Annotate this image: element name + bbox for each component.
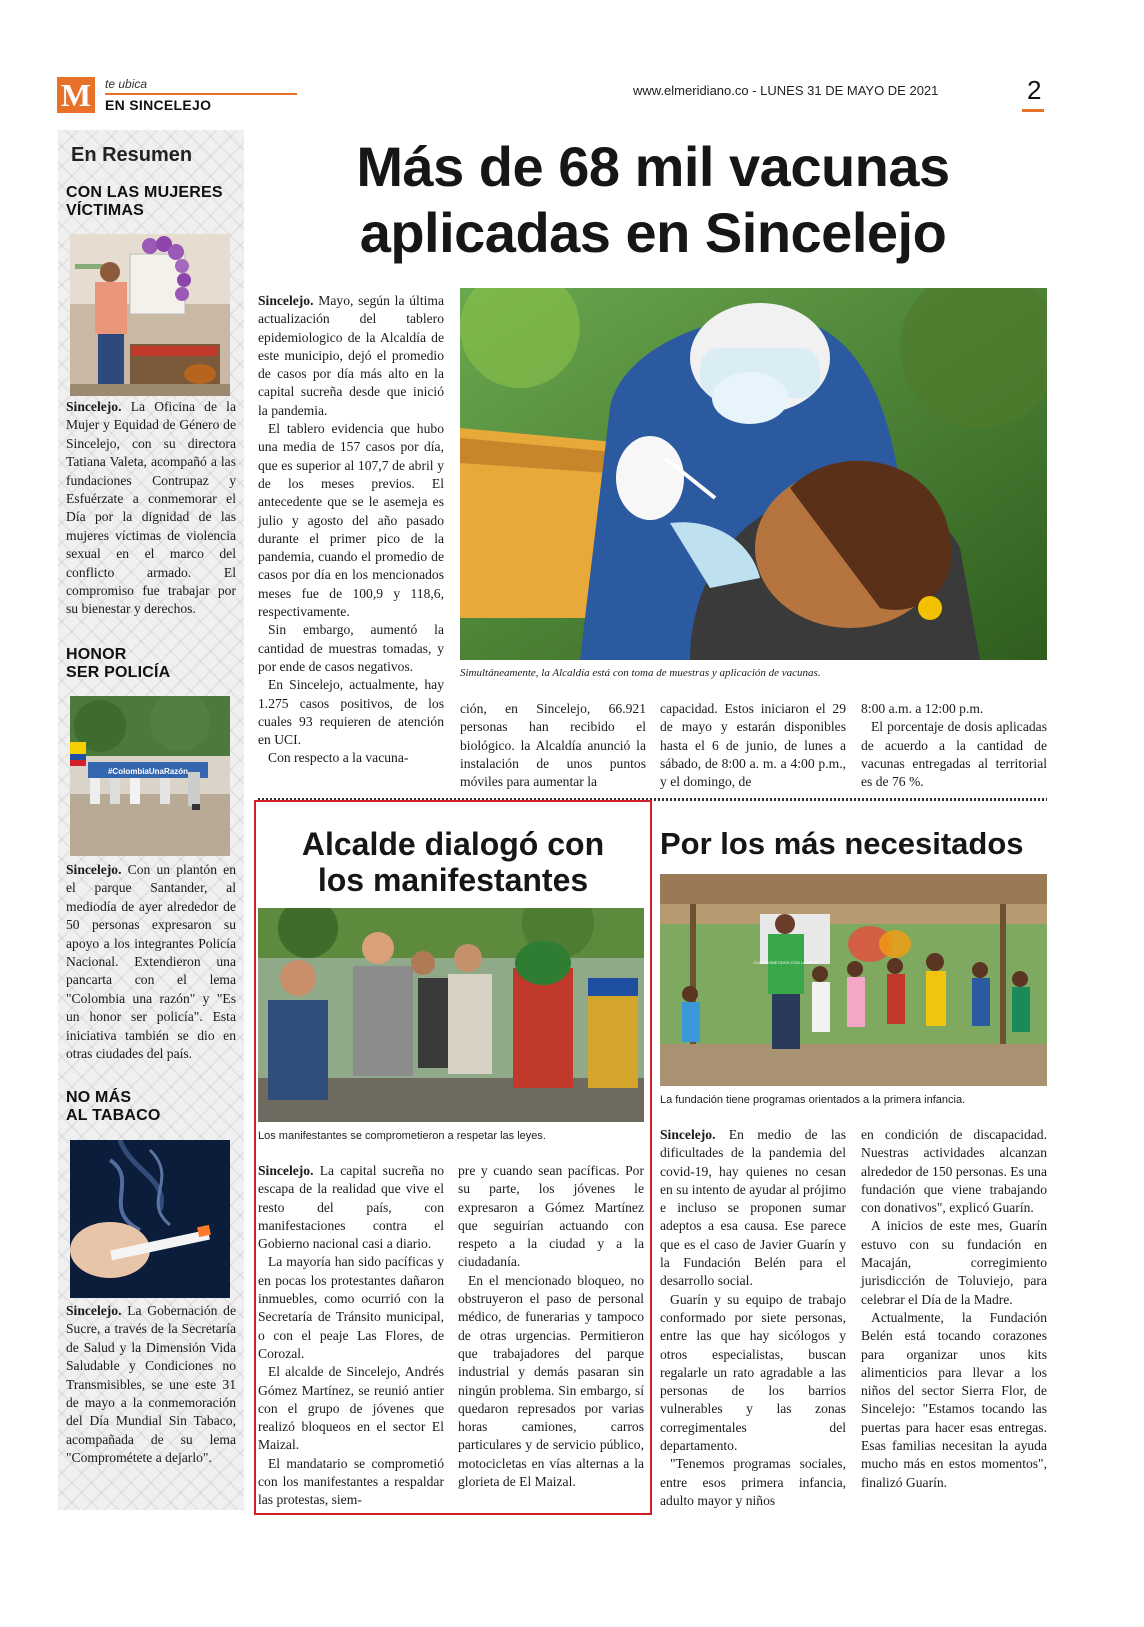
- mayor-story-col1: Sincelejo. La capital sucreña no escapa de la realidad que vive el resto del país, con manifestaciones contra el Gobierno nacional casi a diario. La mayoría han sido pacíficas y en pocas los protestantes dañaron inmuebles, como ocurrió con la Secretaría de Tránsito municipal, o con el peaje Las Flores, de Corozal. El alcalde de Sincelejo, Andrés Gómez Martínez, se reunió antier con el grupo de jóvenes que realizó bloqueos en el sector El Maizal. El mandatario se comprometió con los manifestantes a respaldar las protestas, siem-: [258, 1163, 444, 1508]
- sidebar-en-resumen: [58, 130, 244, 1510]
- sidebar-item-heading: CON LAS MUJERES VÍCTIMAS: [66, 184, 223, 219]
- sidebar-item-text: Sincelejo. La Oficina de la Mujer y Equidad de Género de Sincelejo, con su directora Tatiana Valeta, acompañó a las fundaciones Contrupaz y Esfuérzate a conmemorar el Día por la dignidad de las mujeres víctimas de violencia sexual en el marco del conflicto armado. El compromiso fue trabajar por su bienestar y derechos.: [66, 399, 236, 617]
- police-support-photo: [70, 696, 230, 856]
- main-photo-caption: Simultáneamente, la Alcaldía está con toma de muestras y aplicación de vacunas.: [460, 667, 821, 679]
- vaccination-photo: [460, 288, 1047, 660]
- foundation-photo: [660, 874, 1047, 1086]
- page-number-rule: [1022, 109, 1044, 112]
- section-name: EN SINCELEJO: [105, 97, 212, 113]
- section-kicker-rule: [105, 93, 297, 95]
- section-kicker: te ubica: [105, 77, 148, 91]
- mayor-story-col2: pre y cuando sean pacíficas. Por su parte, los jóvenes le expresaron a Gómez Martínez que seguirían actuando con respeto a la ciudad y a la ciudadanía. En el mencionado bloqueo, no obstruyeron el paso de personal médico, de funerarias y tampoco de otras urgencias. Permitieron que trabajadores del parque industrial y demás pasaran sin ningún problema. Sin embargo, sí quedaron represados por varias horas camiones, carros particulares y de servicio público, motocicletas en vías alternas a la glorieta de El Maizal.: [458, 1163, 644, 1490]
- svg-text:#ColombiaUnaRazón: #ColombiaUnaRazón: [107, 767, 189, 776]
- main-story-col1: Sincelejo. Mayo, según la última actualización del tablero epidemiologico de la Alcaldía de este municipio, dejó el promedio de casos por día más alto en la capital sucreña desde que inició la pandemia. El tablero evidencia que hubo una media de 157 casos por día, que es superior al 107,7 de abril y de los meses previos. El antecedente que se le asemeja es julio y agosto del año pasado durante el primer pico de la pandemia, cuando el promedio de casos por día en los mencionados meses fue de 100,9 y 118,6, respectivamente. Sin embargo, aumentó la cantidad de muestras tomadas, y por ende de casos negativos. En Sincelejo, actualmente, hay 1.275 casos positivos, de los cuales 93 requieren de atención en UCI. Con respecto a la vacuna-: [258, 293, 444, 766]
- cigarette-photo: [70, 1140, 230, 1298]
- foundation-photo-caption: La fundación tiene programas orientados a la primera infancia.: [660, 1094, 966, 1106]
- women-event-photo: [70, 234, 230, 396]
- foundation-story-col1: Sincelejo. En medio de las dificultades de la pandemia del covid-19, hay quienes no cesan en su intento de ayudar al prójimo e incluso se proponen sumar adeptos a esa causa. Ese parece que es el caso de Javier Guarín y la Fundación Belén para el desarrollo social. Guarín y su equipo de trabajo conformado por siete personas, entre las que hay sicólogos y otros especialistas, buscan regalarle un rato agradable a las personas de los barrios vulnerables y las zonas corregimentales del departamento. "Tenemos programas sociales, entre esos primera infancia, adulto mayor y niños: [660, 1127, 846, 1508]
- main-headline: Más de 68 mil vacunas aplicadas en Sincelejo: [356, 135, 950, 264]
- masthead: [57, 77, 1047, 117]
- site-and-date: www.elmeridiano.co - LUNES 31 DE MAYO DE 2021: [633, 83, 939, 98]
- main-story-col3: capacidad. Estos iniciaron el 29 de mayo y estarán disponibles hasta el 6 de junio, de lunes a sábado, de 8:00 a. m. a 4:00 p.m., y el domingo, de: [660, 701, 846, 790]
- protesters-photo: [258, 908, 644, 1122]
- main-story-col2: ción, en Sincelejo, 66.921 personas han recibido el biológico. la Alcaldía anunció la instalación de unos puntos móviles para aumentar la: [460, 701, 646, 790]
- svg-text:COMPROMETIDOS CON LA NIÑEZ: COMPROMETIDOS CON LA NIÑEZ: [753, 960, 819, 965]
- sidebar-item-text: Sincelejo. La Gobernación de Sucre, a través de la Secretaría de Salud y la Dimensión Vida Saludable y Condiciones no Transmisibles, se une este 31 de mayo a la conmemoración del Día Mundial Sin Tabaco, acompañada de su lema "Comprométete a dejarlo".: [66, 1303, 236, 1466]
- foundation-headline: Por los más necesitados: [660, 826, 1024, 861]
- sidebar-item-text: Sincelejo. Con un plantón en el parque Santander, al mediodía de ayer alrededor de 50 personas expresaron su apoyo a los integrantes Policía Nacional. Extendieron una pancarta con el lema "Colombia una razón" y "Es un honor ser policía". Esta iniciativa también se dio en otras ciudades del país.: [66, 862, 236, 1062]
- sidebar-item-heading: HONOR SER POLICÍA: [66, 646, 171, 681]
- page-number: 2: [1027, 75, 1042, 105]
- main-story-col4: 8:00 a.m. a 12:00 p.m. El porcentaje de dosis aplicadas de acuerdo a la cantidad de vacunas entregadas al territorial es de 76 %.: [861, 701, 1047, 790]
- mayor-headline: Alcalde dialogó con los manifestantes: [301, 826, 605, 898]
- foundation-story-col2: en condición de discapacidad. Nuestras actividades alcanzan alrededor de 150 personas. Es una fundación que viene trabajando con donativos", explicó Guarín. A inicios de este mes, Guarín estuvo con su fundación en Macaján, corregimiento jurisdicción de Toluviejo, para celebrar el Día de la Madre. Actualmente, la Fundación Belén está tocando corazones para organizar unos kits alimenticios para llevar a los niños del sector Sierra Flor, de Sincelejo: "Estamos tocando las puertas para hacer esas entregas. Esas familias necesitan la ayuda mucho más en estos momentos", finalizó Guarín.: [861, 1127, 1047, 1490]
- logo-m: M: [57, 77, 95, 113]
- sidebar-item-heading: NO MÁS AL TABACO: [66, 1089, 161, 1124]
- sidebar-title: En Resumen: [71, 144, 193, 166]
- mayor-photo-caption: Los manifestantes se comprometieron a respetar las leyes.: [258, 1130, 546, 1142]
